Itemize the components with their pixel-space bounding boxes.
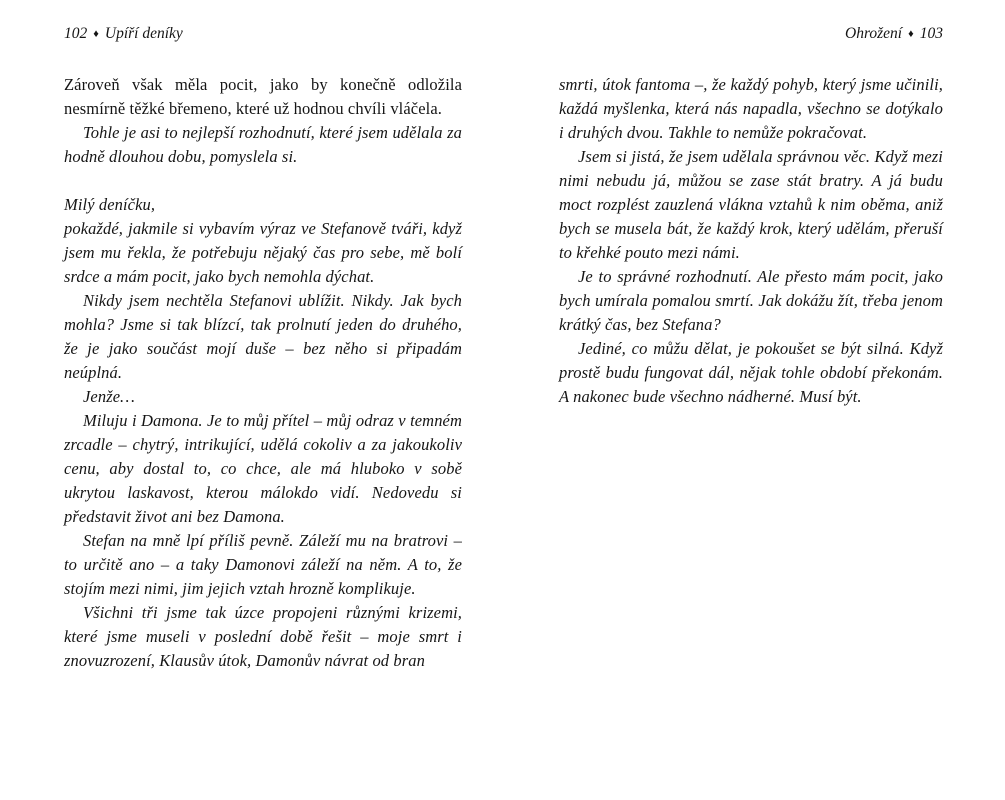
paragraph: Je to správné rozhodnutí. Ale přesto mám pocit, jako bych umírala pomalou smrtí. Jak dokážu žít, třeba jenom krátký čas, bez Stefana?: [559, 267, 943, 334]
page-right-body: [559, 73, 943, 409]
page-right: [559, 24, 943, 409]
running-head-right: [559, 24, 943, 45]
paragraph: Všichni tři jsme tak úzce propojeni různými krizemi, které jsme museli v poslední době řešit – moje smrt i znovuzrození, Klausův útok, Damonův návrat od bran: [64, 603, 462, 670]
chapter-title: Ohrožení: [845, 25, 903, 42]
page-number-right: 103: [919, 25, 943, 42]
paragraph: Jenže…: [83, 387, 135, 406]
page-left: [64, 24, 462, 673]
book-title: Upíří deníky: [104, 25, 183, 42]
paragraph: Jediné, co můžu dělat, je pokoušet se být silná. Když prostě budu fungovat dál, nějak tohle období překonám. A nakonec bude všechno nádherné. Musí být.: [559, 339, 943, 406]
diamond-separator-icon: ♦: [93, 28, 99, 40]
paragraph: smrti, útok fantoma –, že každý pohyb, který jsme učinili, každá myšlenka, která nás napadla, všechno se dotýkalo i druhých dvou. Takhle to nemůže pokračovat.: [559, 75, 943, 142]
diamond-separator-icon: ♦: [908, 28, 914, 40]
paragraph: Milý deníčku,: [64, 195, 156, 214]
paragraph: Stefan na mně lpí příliš pevně. Záleží mu na bratrovi – to určitě ano – a taky Damonovi záleží na něm. A to, že stojím mezi nimi, jim jejich vztah hrozně komplikuje.: [64, 531, 462, 598]
paragraph: Tohle je asi to nejlepší rozhodnutí, které jsem udělala za hodně dlouhou dobu, pomyslela si.: [64, 123, 462, 166]
paragraph: Jsem si jistá, že jsem udělala správnou věc. Když mezi nimi nebudu já, můžou se zase stát bratry. A já budu moct rozplést zauzlená vlákna vztahů k nim oběma, aniž bych se musela bát, že každý krok, který udělám, přeruší to křehké pouto mezi námi.: [559, 147, 943, 262]
paragraph: Miluju i Damona. Je to můj přítel – můj odraz v temném zrcadle – chytrý, intrikující, udělá cokoliv a za jakoukoliv cenu, aby dostal to, co chce, ale má hluboko v sobě ukrytou laskavost, kterou málokdo vidí. Nedovedu si představit život ani bez Damona.: [64, 411, 462, 526]
paragraph-spacer: [64, 169, 462, 193]
page-left-body: [64, 73, 462, 673]
paragraph: Nikdy jsem nechtěla Stefanovi ublížit. Nikdy. Jak bych mohla? Jsme si tak blízcí, tak prolnutí jeden do druhého, že je jako součást mojí duše – bez něho si připadám neúplná.: [64, 291, 462, 382]
paragraph: Zároveň však měla pocit, jako by konečně odložila nesmírně těžké břemeno, které už hodnou chvíli vláčela.: [64, 75, 462, 118]
running-head-left: [64, 24, 462, 45]
paragraph: pokaždé, jakmile si vybavím výraz ve Stefanově tváři, když jsem mu řekla, že potřebuju nějaký čas pro sebe, mě bolí srdce a mám pocit, jako bych nemohla dýchat.: [64, 219, 462, 286]
page-number-left: 102: [64, 25, 88, 42]
